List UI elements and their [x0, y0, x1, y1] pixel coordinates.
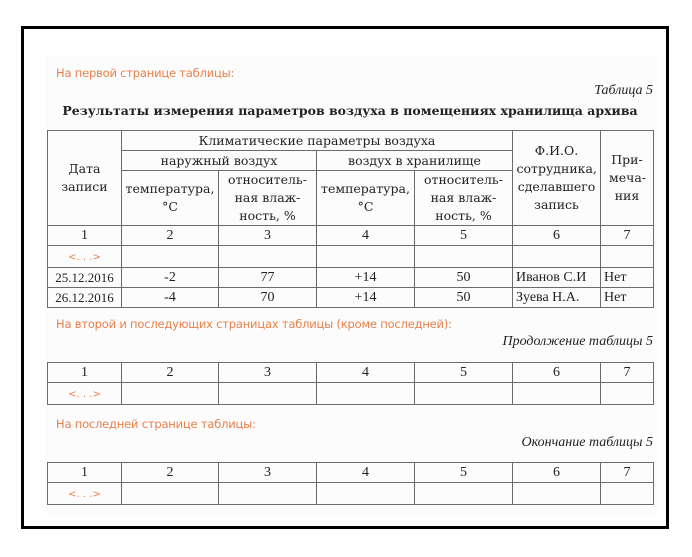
- ellipsis-row: [48, 483, 654, 505]
- header-storage: воздух в хранилище: [317, 151, 513, 171]
- col-num: 5: [415, 226, 513, 246]
- cell-date: 26.12.2016: [48, 288, 122, 308]
- main-table: [47, 130, 654, 308]
- middle-pages-note: На второй и последующих страницах таблицы (кроме последней):: [56, 317, 452, 331]
- table-title: Результаты измерения параметров воздуха в помещениях хранилища архива: [62, 103, 638, 118]
- col-num: 6: [513, 363, 601, 383]
- col-num: 7: [601, 363, 654, 383]
- col-num: 6: [513, 226, 601, 246]
- cell-employee: Иванов С.И: [513, 268, 601, 288]
- col-num: 3: [219, 463, 317, 483]
- col-num: 1: [48, 226, 122, 246]
- cell-notes: Нет: [601, 268, 654, 288]
- table-caption: Таблица 5: [594, 83, 653, 98]
- col-num: 3: [219, 226, 317, 246]
- col-num: 4: [317, 363, 415, 383]
- cell-outdoor-temp: -2: [122, 268, 219, 288]
- header-climate: Климатические параметры воздуха: [122, 131, 513, 151]
- header-notes: При- меча- ния: [601, 131, 654, 226]
- ellipsis-marker: <. . .>: [68, 252, 101, 263]
- ellipsis-marker: <. . .>: [68, 389, 101, 400]
- ending-table: [47, 462, 654, 505]
- header-outdoor: наружный воздух: [122, 151, 317, 171]
- cell-storage-temp: +14: [317, 268, 415, 288]
- col-num: 2: [122, 363, 219, 383]
- cell-storage-humidity: 50: [415, 288, 513, 308]
- column-number-row: [48, 226, 654, 246]
- col-num: 1: [48, 363, 122, 383]
- ellipsis-cell: [48, 383, 122, 405]
- ellipsis-row: [48, 246, 654, 268]
- col-num: 7: [601, 226, 654, 246]
- ellipsis-cell: [48, 483, 122, 505]
- col-num: 1: [48, 463, 122, 483]
- header-outdoor-temperature: температура, °С: [122, 171, 219, 226]
- col-num: 7: [601, 463, 654, 483]
- cell-outdoor-humidity: 77: [219, 268, 317, 288]
- cell-outdoor-humidity: 70: [219, 288, 317, 308]
- header-employee: Ф.И.О. сотрудника, сделавшего запись: [513, 131, 601, 226]
- table-row: [48, 288, 654, 308]
- cell-employee: Зуева Н.А.: [513, 288, 601, 308]
- cell-date: 25.12.2016: [48, 268, 122, 288]
- col-num: 6: [513, 463, 601, 483]
- header-date: Дата записи: [48, 131, 122, 226]
- cell-storage-temp: +14: [317, 288, 415, 308]
- continuation-table: [47, 362, 654, 405]
- header-outdoor-humidity: относитель- ная влаж- ность, %: [219, 171, 317, 226]
- continuation-caption: Продолжение таблицы 5: [502, 334, 653, 349]
- col-num: 2: [122, 463, 219, 483]
- header-storage-humidity: относитель- ная влаж- ность, %: [415, 171, 513, 226]
- col-num: 4: [317, 226, 415, 246]
- col-num: 4: [317, 463, 415, 483]
- cell-storage-humidity: 50: [415, 268, 513, 288]
- table-row: [48, 268, 654, 288]
- ellipsis-marker: <. . .>: [68, 489, 101, 500]
- ending-caption: Окончание таблицы 5: [521, 435, 653, 450]
- col-num: 2: [122, 226, 219, 246]
- col-num: 3: [219, 363, 317, 383]
- first-page-note: На первой странице таблицы:: [56, 66, 235, 80]
- cell-outdoor-temp: -4: [122, 288, 219, 308]
- ellipsis-row: [48, 383, 654, 405]
- last-page-note: На последней странице таблицы:: [56, 417, 256, 431]
- col-num: 5: [415, 463, 513, 483]
- header-storage-temperature: температура, °С: [317, 171, 415, 226]
- cell-notes: Нет: [601, 288, 654, 308]
- column-number-row: [48, 463, 654, 483]
- column-number-row: [48, 363, 654, 383]
- col-num: 5: [415, 363, 513, 383]
- ellipsis-cell: [48, 246, 122, 268]
